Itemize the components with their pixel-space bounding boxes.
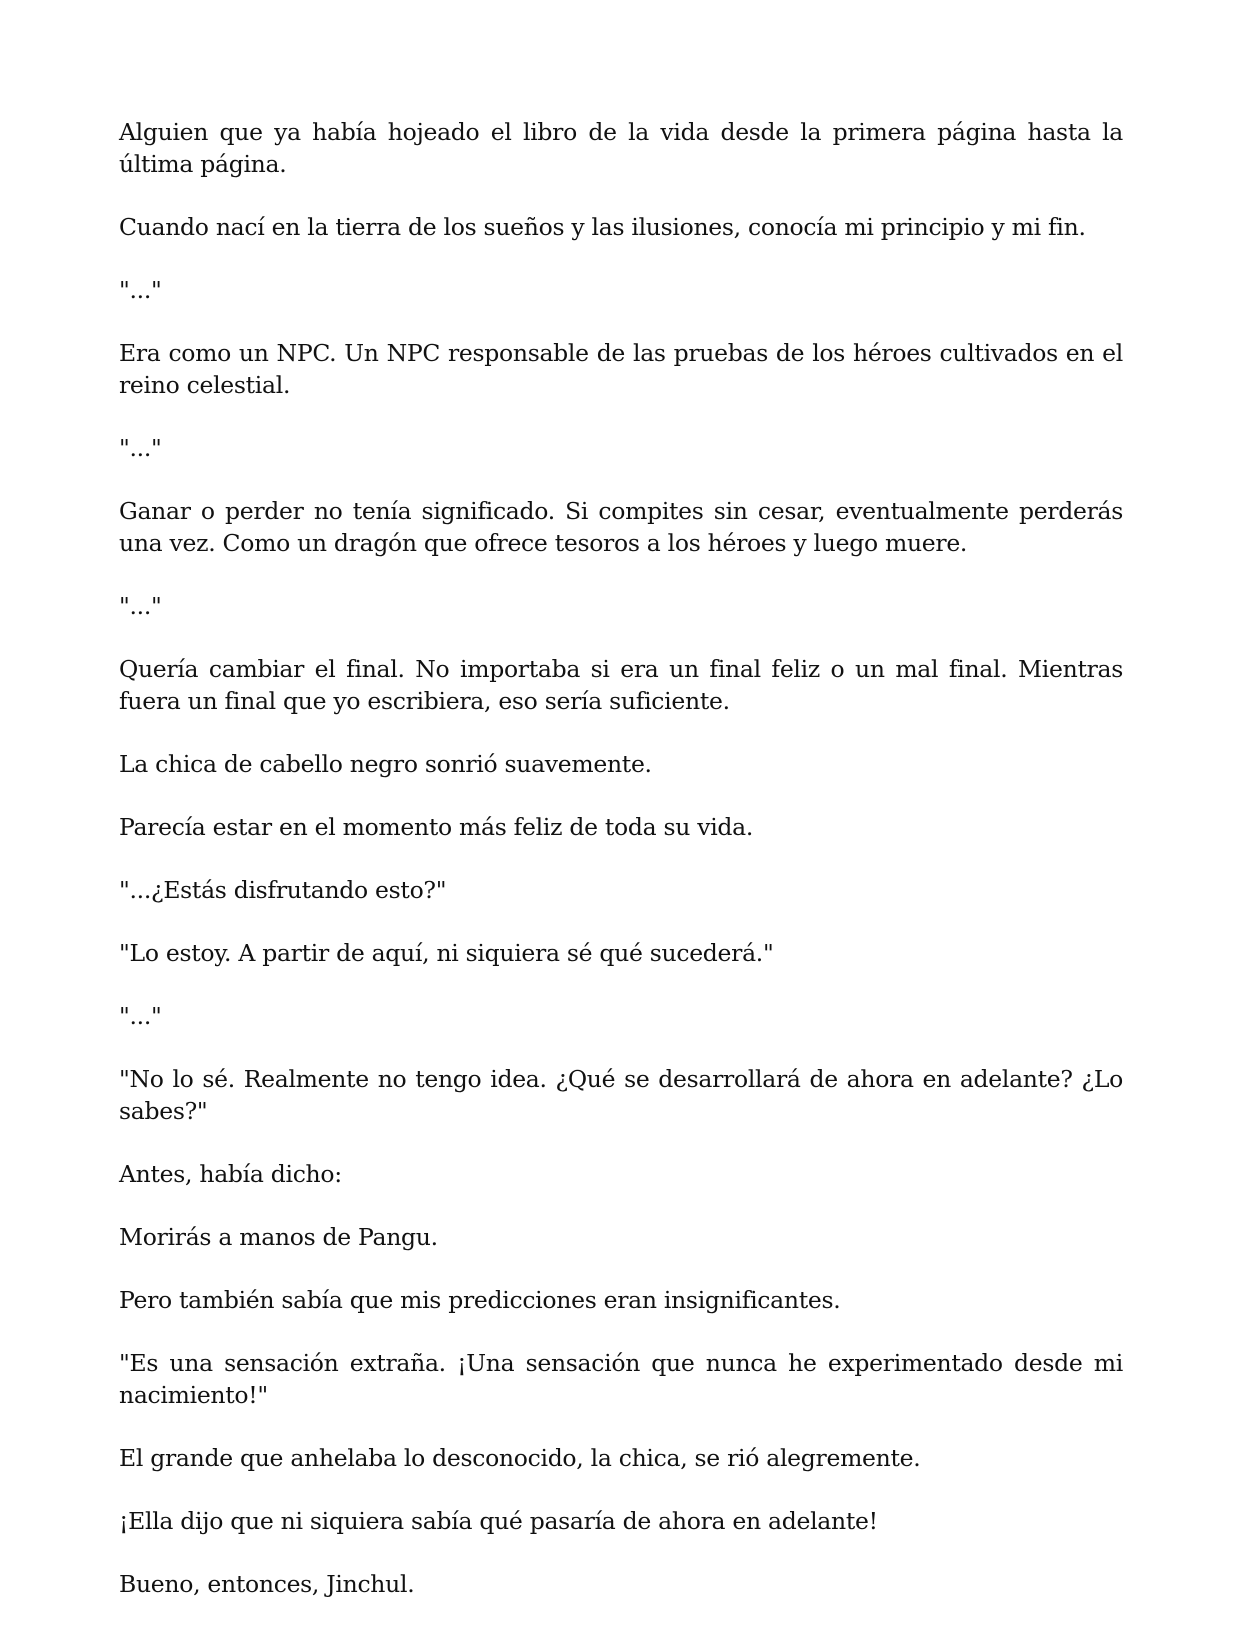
paragraph-4: Era como un NPC. Un NPC responsable de las pruebas de los héroes cultivados en el reino celestial. [119,339,1123,399]
paragraph-11: "...¿Estás disfrutando esto?" [119,876,447,904]
paragraph-6: Ganar o perder no tenía significado. Si compites sin cesar, eventualmente perderás una vez. Como un dragón que ofrece tesoros a los héroes y luego muere. [119,497,1123,557]
paragraph-21: Bueno, entonces, Jinchul. [119,1570,415,1598]
paragraph-12: "Lo estoy. A partir de aquí, ni siquiera sé qué sucederá." [119,939,774,967]
paragraph-15: Antes, había dicho: [119,1160,342,1188]
paragraph-18: "Es una sensación extraña. ¡Una sensación que nunca he experimentado desde mi nacimiento!" [119,1349,1123,1409]
paragraph-7: "..." [119,592,162,620]
paragraph-2: Cuando nací en la tierra de los sueños y las ilusiones, conocía mi principio y mi fin. [119,213,1086,241]
paragraph-13: "..." [119,1002,162,1030]
paragraph-5: "..." [119,434,162,462]
paragraph-17: Pero también sabía que mis predicciones eran insignificantes. [119,1286,841,1314]
paragraph-9: La chica de cabello negro sonrió suavemente. [119,750,652,778]
paragraph-8: Quería cambiar el final. No importaba si era un final feliz o un mal final. Mientras fuera un final que yo escribiera, eso sería suficiente. [119,655,1123,715]
paragraph-20: ¡Ella dijo que ni siquiera sabía qué pasaría de ahora en adelante! [119,1507,878,1535]
paragraph-10: Parecía estar en el momento más feliz de toda su vida. [119,813,754,841]
paragraph-19: El grande que anhelaba lo desconocido, la chica, se rió alegremente. [119,1444,921,1472]
paragraph-14: "No lo sé. Realmente no tengo idea. ¿Qué se desarrollará de ahora en adelante? ¿Lo sabes?" [119,1065,1123,1125]
document-body [119,116,1123,1631]
paragraph-1: Alguien que ya había hojeado el libro de la vida desde la primera página hasta la última página. [119,118,1123,178]
paragraph-16: Morirás a manos de Pangu. [119,1223,438,1251]
paragraph-3: "..." [119,276,162,304]
